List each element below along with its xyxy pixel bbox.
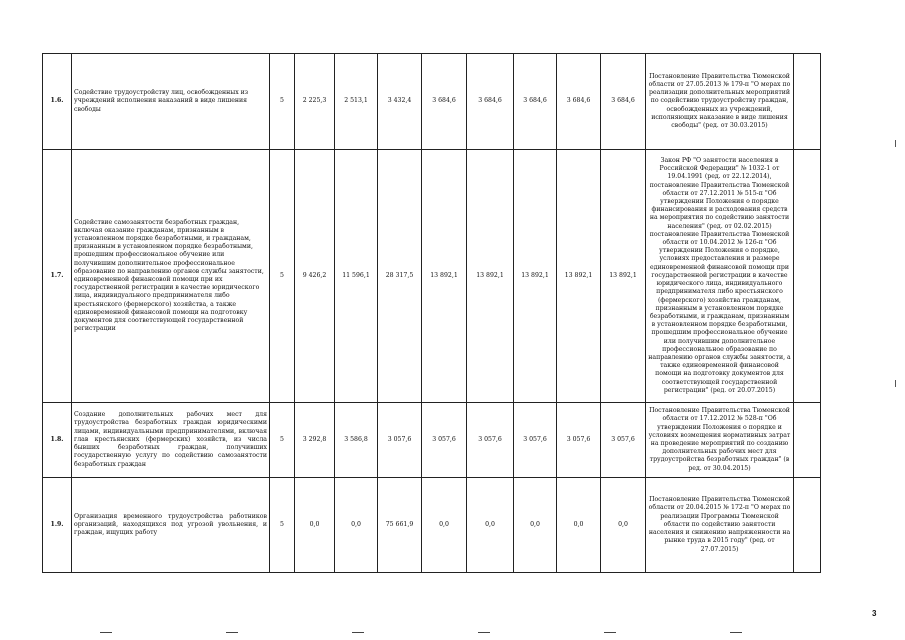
value-cell: 0,0: [557, 478, 601, 573]
value-cell: 3 684,6: [422, 54, 467, 150]
value-cell: 3 057,6: [467, 403, 514, 478]
scan-edge-mark: [895, 140, 896, 147]
value-cell: 13 892,1: [467, 150, 514, 403]
scan-edge-mark: [478, 632, 490, 633]
scan-edge-mark: [604, 632, 616, 633]
row-description: Содействие трудоустройству лиц, освобожденных из учреждений исполнения наказаний в виде лишения свободы: [72, 54, 270, 150]
value-cell: 0,0: [514, 478, 557, 573]
value-cell: 13 892,1: [601, 150, 646, 403]
scan-edge-mark: [226, 632, 238, 633]
legal-basis: Постановление Правительства Тюменской области от 20.04.2015 № 172-п "О мерах по реализации Программы Тюменской области по содействию занятости населения и снижению напряженности на рынке труда в 2015 году" (ред. от 27.07.2015): [646, 478, 794, 573]
value-cell: 2 225,3: [295, 54, 335, 150]
row-description: Содействие самозанятости безработных граждан, включая оказание гражданам, признанным в установленном порядке безработными, и гражданам, признанным в установленном порядке безработными, прошедшим профессиональное обучение или получившим дополнительное профессиональное образование по направлению органов службы занятости, единовременной финансовой помощи при их государственной регистрации в качестве юридического лица, индивидуального предпринимателя либо крестьянского (фермерского) хозяйства, а также единовременной финансовой помощи на подготовку документов для соответствующей государственной регистрации: [72, 150, 270, 403]
empty-cell: [794, 478, 821, 573]
value-cell: 11 596,1: [335, 150, 378, 403]
scan-edge-mark: [100, 632, 112, 633]
table-row: [43, 478, 821, 573]
value-cell: 0,0: [422, 478, 467, 573]
row-number: 1.7.: [43, 150, 72, 403]
value-cell: 28 317,5: [378, 150, 422, 403]
row-code: 5: [270, 54, 295, 150]
value-cell: 13 892,1: [557, 150, 601, 403]
legal-basis: Постановление Правительства Тюменской области от 27.05.2013 № 179-п "О мерах по реализации дополнительных мероприятий по содействию трудоустройству граждан, освобожденных из учреждений, исполняющих наказание в виде лишения свободы" (ред. от 30.03.2015): [646, 54, 794, 150]
legal-basis: Постановление Правительства Тюменской области от 17.12.2012 № 528-п "Об утверждении Положения о порядке и условиях возмещения нормативных затрат на проведение мероприятий по созданию дополнительных рабочих мест для трудоустройства безработных граждан" (в ред. от 30.04.2015): [646, 403, 794, 478]
value-cell: 3 684,6: [557, 54, 601, 150]
value-cell: 13 892,1: [422, 150, 467, 403]
value-cell: 3 057,6: [378, 403, 422, 478]
row-number: 1.6.: [43, 54, 72, 150]
value-cell: 3 684,6: [467, 54, 514, 150]
value-cell: 2 513,1: [335, 54, 378, 150]
empty-cell: [794, 403, 821, 478]
value-cell: 3 684,6: [514, 54, 557, 150]
row-description: Создание дополнительных рабочих мест для трудоустройства безработных граждан юридическими лицами, индивидуальными предпринимателями, включая глав крестьянских (фермерских) хозяйств, из числа бывших безработных граждан, получивших государственную услугу по содействию самозанятости безработных граждан: [72, 403, 270, 478]
empty-cell: [794, 54, 821, 150]
value-cell: 3 057,6: [557, 403, 601, 478]
legal-basis: Закон РФ "О занятости населения в Российской Федерации" № 1032-1 от 19.04.1991 (ред. от 22.12.2014), постановление Правительства Тюменской области от 27.12.2011 № 515-п "Об утверждении Положения о порядке финансирования и расходования средств на мероприятия по содействию занятости населения" (ред. от 02.02.2015) постановление Правительства Тюменской области от 10.04.2012 № 126-п "Об утверждении Положения о порядке, условиях предоставления и размере единовременной финансовой помощи при государственной регистрации в качестве юридического лица, индивидуального предпринимателя либо крестьянского (фермерского) хозяйства гражданам, признанным в установленном порядке безработными, и гражданам, признанным в установленном порядке безработными, прошедшим профессиональное обучение или получившим дополнительное профессиональное образование по направлению органов службы занятости, а также единовременной финансовой помощи на подготовку документов для соответствующей государственной регистрации" (ред. от 20.07.2015): [646, 150, 794, 403]
value-cell: 13 892,1: [514, 150, 557, 403]
value-cell: 3 292,8: [295, 403, 335, 478]
scan-edge-mark: [352, 632, 364, 633]
page-number: 3: [872, 609, 877, 618]
row-description: Организация временного трудоустройства работников организаций, находящихся под угрозой увольнения, и граждан, ищущих работу: [72, 478, 270, 573]
value-cell: 0,0: [295, 478, 335, 573]
row-code: 5: [270, 150, 295, 403]
value-cell: 9 426,2: [295, 150, 335, 403]
row-code: 5: [270, 478, 295, 573]
scan-edge-mark: [730, 632, 742, 633]
empty-cell: [794, 150, 821, 403]
value-cell: 0,0: [335, 478, 378, 573]
value-cell: 0,0: [601, 478, 646, 573]
value-cell: 3 057,6: [514, 403, 557, 478]
value-cell: 3 432,4: [378, 54, 422, 150]
table-row: [43, 403, 821, 478]
value-cell: 75 661,9: [378, 478, 422, 573]
value-cell: 3 057,6: [422, 403, 467, 478]
table-row: [43, 54, 821, 150]
budget-table: [42, 53, 821, 573]
row-number: 1.8.: [43, 403, 72, 478]
value-cell: 3 057,6: [601, 403, 646, 478]
row-number: 1.9.: [43, 478, 72, 573]
value-cell: 3 684,6: [601, 54, 646, 150]
table-row: [43, 150, 821, 403]
value-cell: 0,0: [467, 478, 514, 573]
row-code: 5: [270, 403, 295, 478]
value-cell: 3 586,8: [335, 403, 378, 478]
scan-edge-mark: [895, 380, 896, 387]
